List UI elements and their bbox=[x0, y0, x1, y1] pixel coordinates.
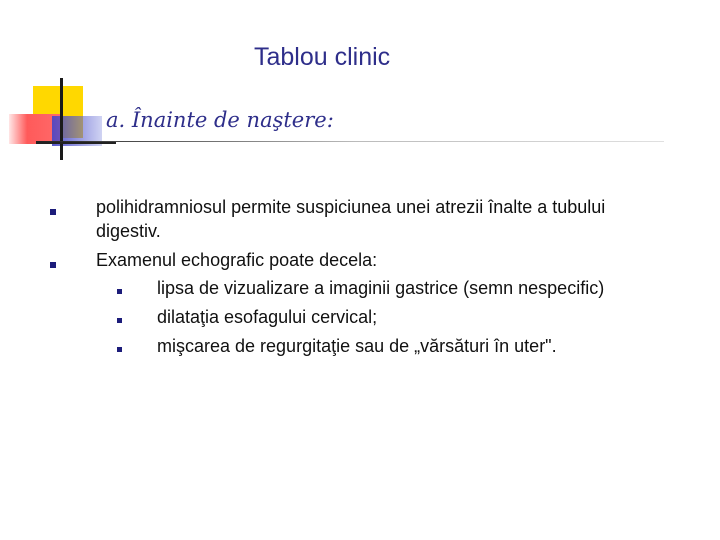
title-divider-line bbox=[36, 141, 664, 142]
sub-bullet-marker bbox=[117, 318, 122, 323]
slide-subtitle: a. Înainte de naştere: bbox=[106, 108, 334, 132]
bullet-1-line-1: polihidramniosul permite suspiciunea unei atrezii înalte a tubului bbox=[96, 197, 606, 217]
sub-bullet-2: dilataţia esofagului cervical; bbox=[157, 307, 378, 327]
bullet-marker bbox=[50, 262, 56, 268]
sub-bullet-3: mişcarea de regurgitaţie sau de „vărsături în uter". bbox=[157, 336, 557, 356]
bullet-2-line-1: Examenul echografic poate decela: bbox=[96, 250, 378, 270]
decorative-vertical-line bbox=[60, 78, 63, 160]
sub-bullet-marker bbox=[117, 347, 122, 352]
bullet-marker bbox=[50, 209, 56, 215]
title-divider-accent bbox=[36, 142, 116, 144]
slide-title: Tablou clinic bbox=[254, 43, 391, 71]
sub-bullet-marker bbox=[117, 289, 122, 294]
bullet-1-line-2: digestiv. bbox=[96, 221, 161, 241]
sub-bullet-1: lipsa de vizualizare a imaginii gastrice (semn nespecific) bbox=[157, 278, 605, 298]
